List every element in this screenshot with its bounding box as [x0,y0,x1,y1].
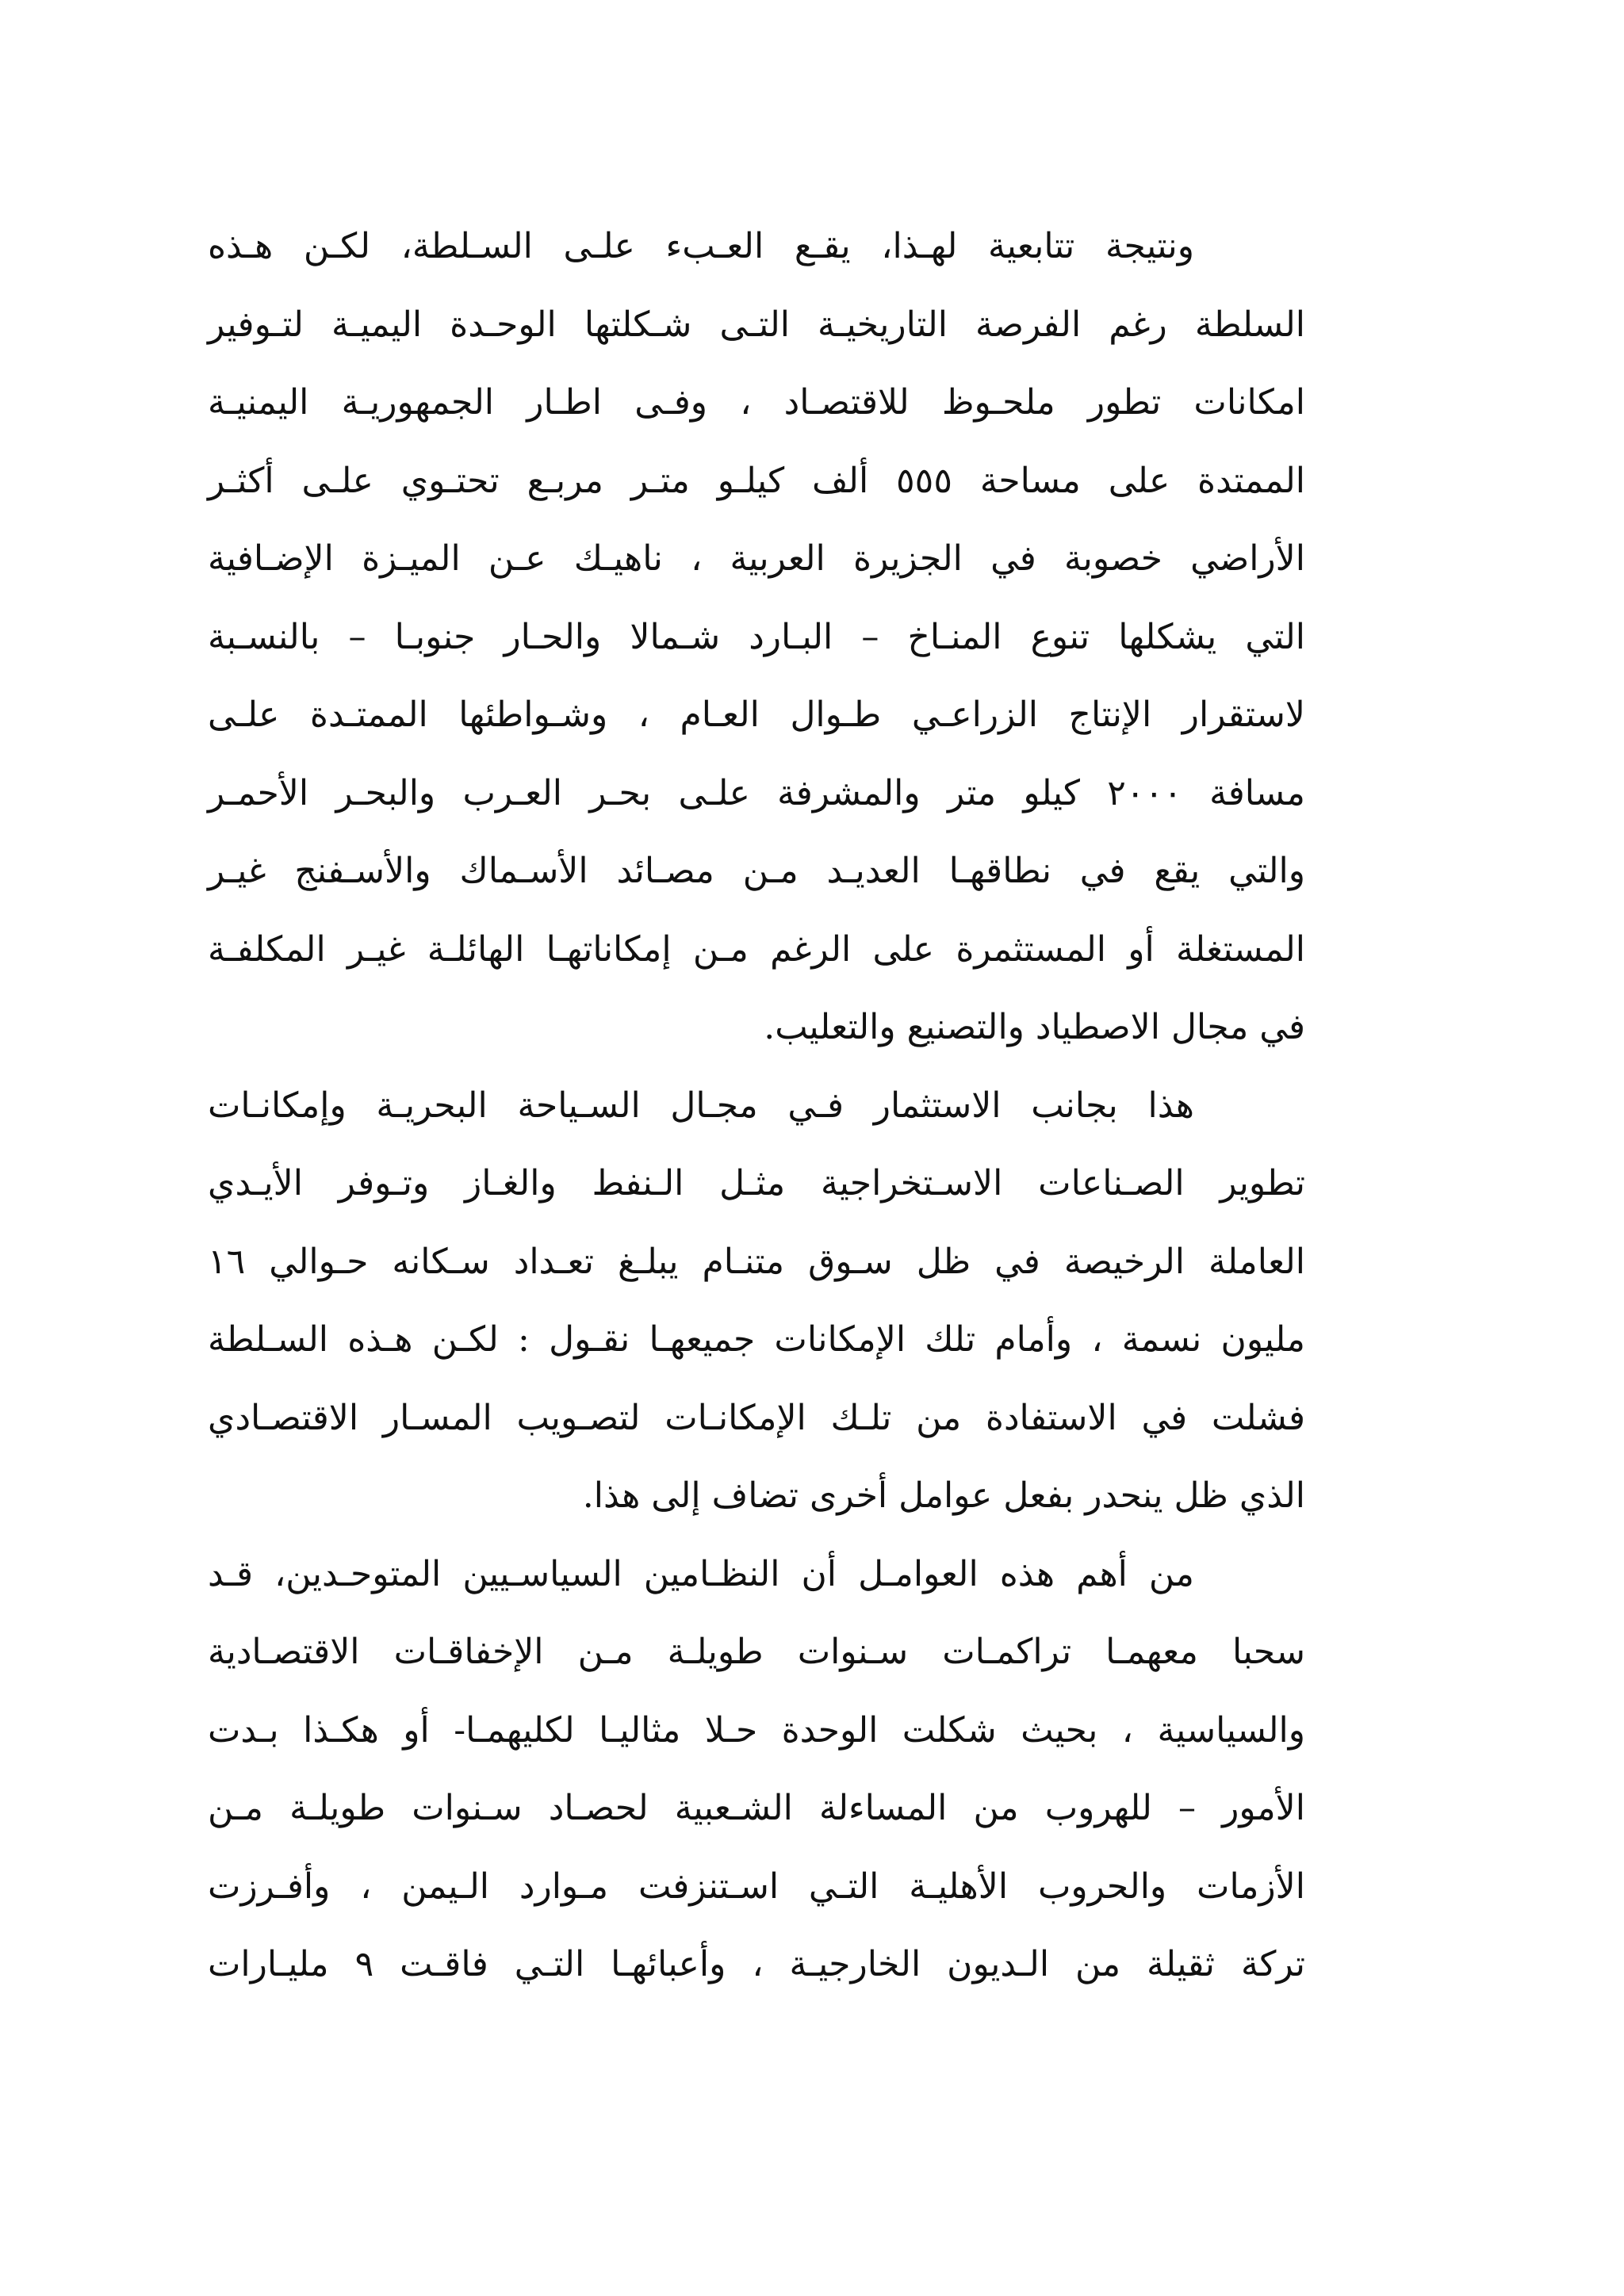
text-line: هذا بجانب الاستثمار فـي مجـال السـياحة البحريـة وإمكانـات [208,1085,1194,1126]
text-line: فشلت في الاستفادة من تلـك الإمكانـات لتصـويب المسـار الاقتصـادي [208,1397,1305,1438]
text-line: تركة ثقيلة من الـديون الخارجيـة ، وأعبائهـا التـي فاقـت ٩ مليـارات [208,1944,1306,1984]
text-line: والتي يقع في نطاقهـا العديـد مـن مصـائد الأسـماك والأسـفنج غيـر [208,851,1305,891]
text-line: السلطة رغم الفرصة التاريخيـة التـى شـكلتها الوحـدة اليميـة لتـوفير [208,304,1305,345]
text-line: لاستقرار الإنتاج الزراعـي طـوال العـام ، وشـواطئها الممتـدة علـى [208,695,1305,735]
text-line: مسافة ٢٠٠٠ كيلو متر والمشرفة علـى بحـر العـرب والبحـر الأحمـر [208,772,1305,813]
document-body [208,208,1416,2004]
text-line: من أهم هذه العوامـل أن النظـامين السياسـيين المتوحـدين، قـد [208,1553,1194,1594]
text-line: الأزمات والحروب الأهليـة التـي اسـتنزفت مـوارد الـيمن ، وأفـرزت [208,1866,1305,1907]
paragraph-3 [208,1536,1416,2004]
text-line: في مجال الاصطياد والتصنيع والتعليب. [764,1007,1305,1047]
text-line: المستغلة أو المستثمرة على الرغم مـن إمكاناتهـا الهائلـة غيـر المكلفـة [208,928,1305,970]
text-line: امكانات تطور ملحـوظ للاقتصـاد ، وفـى اطـار الجمهوريـة اليمنيـة [208,382,1305,423]
text-line: ونتيجة تتابعية لهـذا، يقـع العـبء علـى السـلطة، لكـن هـذه [208,226,1194,266]
text-line: والسياسية ، بحيث شكلت الوحدة حـلا مثاليـا لكليهمـا- أو هكـذا بـدت [208,1709,1305,1751]
text-line: الأمور – للهروب من المساءلة الشـعبية لحصـاد سـنوات طويلـة مـن [208,1788,1305,1828]
text-line: سحبا معهمـا تراكمـات سـنوات طويلـة مـن الإخفاقـات الاقتصـادية [208,1632,1305,1672]
text-line: تطوير الصـناعات الاسـتخراجية مثـل الـنفط والغـاز وتـوفر الأيـدي [208,1163,1305,1203]
paragraph-1 [208,208,1416,1067]
paragraph-2 [208,1067,1416,1536]
text-line: الأراضي خصوبة في الجزيرة العربية ، ناهيـك عـن الميـزة الإضـافية [208,538,1305,579]
text-line: الذي ظل ينحدر بفعل عوامل أخرى تضاف إلى هذا. [582,1475,1305,1516]
text-line: العاملة الرخيصة في ظل سـوق متنـام يبلـغ تعـداد سـكانه حـوالي ١٦ [208,1241,1305,1282]
text-line: الممتدة على مساحة ٥٥٥ ألف كيلـو متـر مربـع تحتـوي علـى أكثـر [208,460,1305,501]
text-line: مليون نسمة ، وأمام تلك الإمكانات جميعهـا نقـول : لكـن هـذه السـلطة [208,1319,1305,1360]
text-line: التي يشكلها تنوع المنـاخ – البـارد شـمالا والحـار جنوبـا – بالنسـبة [208,616,1305,657]
